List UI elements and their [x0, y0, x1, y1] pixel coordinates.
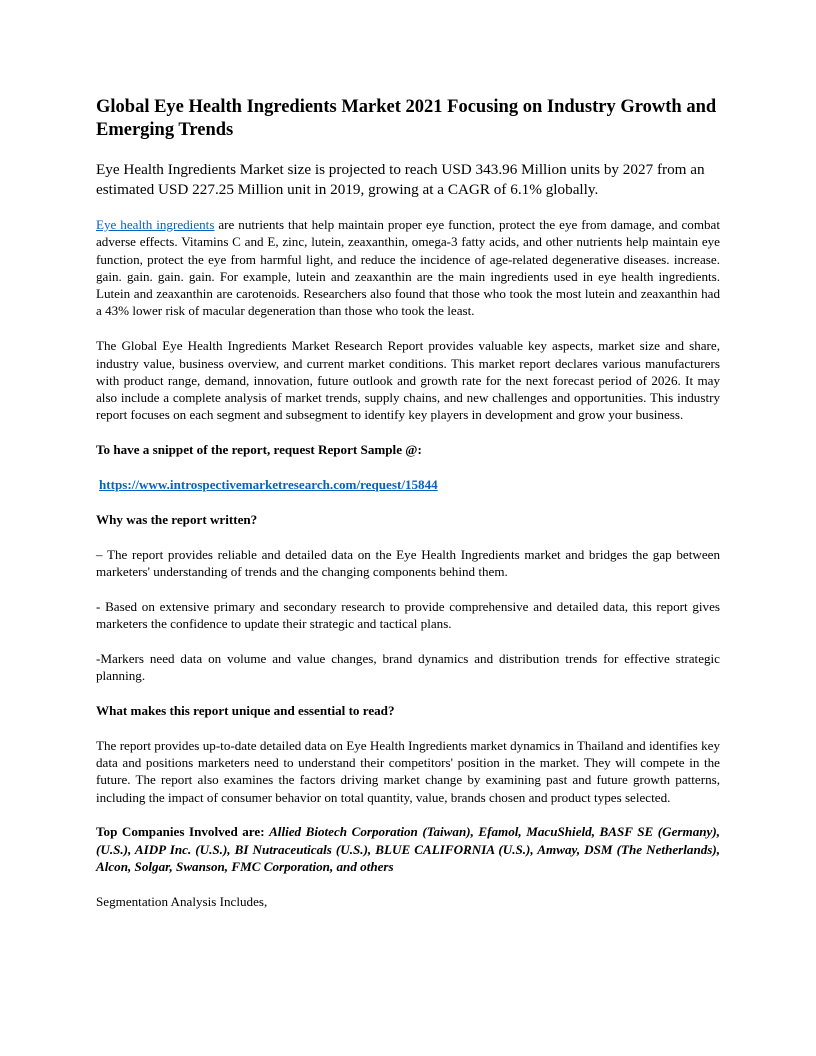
companies-paragraph — [96, 823, 720, 875]
lead-paragraph: Eye Health Ingredients Market size is projected to reach USD 343.96 Million units by 2027 from an estimated USD 227.25 Million unit in 2019, growing at a CAGR of 6.1% globally. — [96, 161, 705, 198]
intro-paragraph — [96, 216, 720, 320]
sample-request-link[interactable]: https://www.introspectivemarketresearch.com/request/15844 — [99, 477, 438, 493]
eye-health-ingredients-link[interactable]: Eye health ingredients — [96, 217, 215, 232]
sample-link-line — [96, 476, 720, 493]
sample-heading: To have a snippet of the report, request Report Sample @: — [96, 442, 422, 458]
why-point: - Based on extensive primary and secondary research to provide comprehensive and detailed data, this report gives marketers the confidence to update their strategic and tactical plans. — [96, 598, 720, 632]
segmentation-line: Segmentation Analysis Includes, — [96, 893, 268, 909]
why-point: – The report provides reliable and detailed data on the Eye Health Ingredients market and bridges the gap between marketers' understanding of trends and the changing components behind them. — [96, 546, 720, 579]
why-point: -Markers need data on volume and value changes, brand dynamics and distribution trends for effective strategic planning. — [96, 650, 720, 684]
report-paragraph: The Global Eye Health Ingredients Market Research Report provides valuable key aspects, market size and share, industry value, business overview, and current market conditions. This market report declares various manufacturers with product range, demand, innovation, future outlook and growth rate for the next forecast period of 2026. It may also include a complete analysis of market trends, supply chains, and new challenges and opportunities. This industry report focuses on each segment and subsegment to identify key players in development and grow your business. — [96, 338, 720, 423]
companies-label: Top Companies Involved are: — [96, 824, 270, 840]
document-page — [96, 96, 720, 928]
unique-paragraph: The report provides up-to-date detailed data on Eye Health Ingredients market dynamics in Thailand and identifies key data and positions marketers need to understand their competitors' position in the market. They will compete in the future. The report also examines the factors driving market change by examining past and future growth patterns, including the impact of consumer behavior on total quantity, value, brands chosen and product types selected. — [96, 737, 720, 805]
companies-list: Allied Biotech Corporation (Taiwan), Efamol, MacuShield, BASF SE (Germany), (U.S.), AIDP Inc. (U.S.), BI Nutraceuticals (U.S.), BLUE CALIFORNIA (U.S.), Amway, DSM (The Netherlands), Alcon, Solgar, Swanson, FMC Corporation, and others — [96, 824, 720, 875]
unique-heading: What makes this report unique and essential to read? — [96, 702, 395, 718]
why-heading: Why was the report written? — [96, 511, 258, 527]
intro-text: are nutrients that help maintain proper eye function, protect the eye from damage, and combat adverse effects. Vitamins C and E, zinc, lutein, zeaxanthin, omega-3 fatty acids, and other nutrients help maintain eye function, protect the eye from harmful light, and reduce the incidence of age-related degenerative diseases. increase. gain. gain. gain. gain. For example, lutein and zeaxanthin are the main ingredients used in eye health ingredients. Lutein and zeaxanthin are carotenoids. Researchers also found that those who took the most lutein and zeaxanthin had a 43% lower risk of macular degeneration than those who took the least. — [96, 217, 720, 319]
page-title: Global Eye Health Ingredients Market 2021 Focusing on Industry Growth and Emerging Trends — [96, 97, 717, 140]
